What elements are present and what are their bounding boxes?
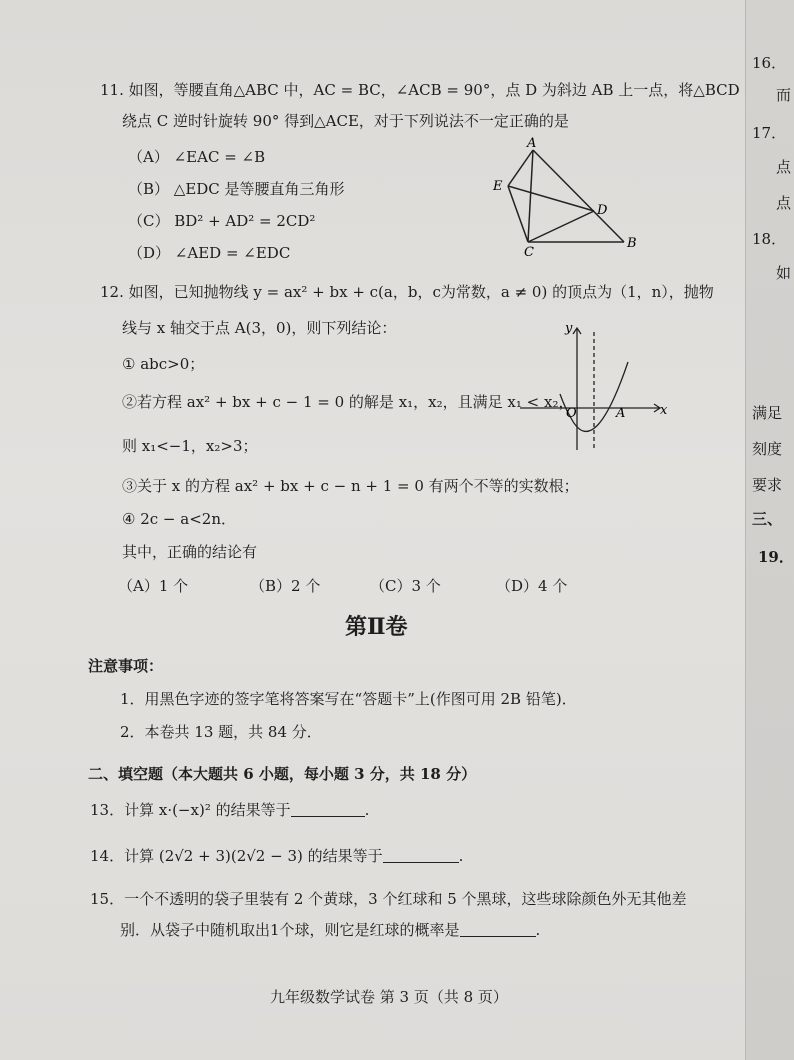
q12-option-d: （D）4 个 [496,577,568,595]
next-q16-number: 16． [752,54,787,72]
q12-statement-4: ④ 2c − a<2n． [122,510,236,528]
q14-text: 14．计算 (2√2 + 3)(2√2 − 3) 的结果等于 [90,847,383,865]
fig-label-d: D [597,203,608,218]
q13-answer-blank[interactable] [291,802,365,817]
next-fragment-3: 点 [776,194,792,212]
fig-label-b: B [627,236,637,251]
next-fragment-2: 点 [776,158,792,176]
next-fragment-4: 如 [776,264,792,282]
fig-label-e: E [493,179,503,194]
q12-statement-3: ③关于 x 的方程 ax² + bx + c − n + 1 = 0 有两个不等的实数根； [122,477,579,495]
next-q17-number: 17． [752,124,787,142]
q12-parabola-graph [520,322,670,452]
q12-option-a: （A）1 个 [118,577,189,595]
q12-stem-line2: 线与 x 轴交于点 A(3，0)，则下列结论： [122,319,397,337]
q14-line [90,846,463,866]
q12-statement-2b: 则 x₁<−1，x₂>3； [122,437,258,455]
q11-option-a: （A） ∠EAC = ∠B [128,148,266,166]
q12-statement-2a: ②若方程 ax² + bx + c − 1 = 0 的解是 x₁，x₂，且满足 x₁ < x₂， [122,393,574,411]
graph-label-y: y [565,321,573,336]
q15-line1: 15．一个不透明的袋子里装有 2 个黄球，3 个红球和 5 个黑球，这些球除颜色外无其他差 [90,890,687,908]
notice-item-1: 1．用黑色字迹的签字笔将答案写在“答题卡”上(作图可用 2B 铅笔)． [120,690,577,708]
q12-option-b: （B）2 个 [250,577,321,595]
graph-label-origin: O [566,406,577,421]
notice-item-2: 2．本卷共 13 题，共 84 分． [120,723,322,741]
fill-in-header: 二、填空题（本大题共 6 小题，每小题 3 分，共 18 分） [88,765,477,783]
q11-option-b: （B） △EDC 是等腰直角三角形 [128,180,345,198]
q12-option-c: （C）3 个 [370,577,441,595]
q14-answer-blank[interactable] [383,848,459,863]
next-q19-number: 19． [758,548,794,566]
next-fragment-8: 三、 [752,510,783,528]
next-q18-number: 18． [752,230,787,248]
q12-stem-line1: 12. 如图，已知抛物线 y = ax² + bx + c(a，b，c为常数，a ≠ 0) 的顶点为（1，n），抛物 [100,283,714,301]
q15-line2 [120,920,540,940]
part2-title: 第Ⅱ卷 [345,614,408,640]
next-fragment-1: 而 [776,86,792,104]
adjacent-page-edge [745,0,794,1060]
notice-title: 注意事项： [88,657,164,675]
q15-answer-blank[interactable] [460,922,536,937]
q11-stem-line1: 11. 如图，等腰直角△ABC 中，AC = BC，∠ACB = 90°，点 D 为斜边 AB 上一点，将△BCD [100,81,740,99]
q12-statement-1: ① abc>0； [122,355,205,373]
q13-line [90,800,369,820]
next-fragment-7: 要求 [752,476,783,494]
q13-period: . [364,801,370,819]
q12-question: 其中，正确的结论有 [122,543,258,561]
q11-option-d: （D） ∠AED = ∠EDC [128,244,291,262]
q13-text: 13．计算 x·(−x)² 的结果等于 [90,801,291,819]
graph-label-a: A [616,406,626,421]
fig-label-a: A [527,136,537,151]
fig-label-c: C [524,245,534,260]
q15-text: 别．从袋子中随机取出1个球，则它是红球的概率是 [120,921,460,939]
graph-label-x: x [660,403,668,418]
next-fragment-6: 刻度 [752,440,783,458]
q15-period: . [535,921,541,939]
q11-option-c: （C） BD² + AD² = 2CD² [128,212,316,230]
q11-stem-line2: 绕点 C 逆时针旋转 90° 得到△ACE，对于下列说法不一定正确的是 [122,112,569,130]
page-footer: 九年级数学试卷 第 3 页（共 8 页） [270,988,508,1006]
q14-period: . [458,847,464,865]
q11-triangle-figure [488,136,648,260]
next-fragment-5: 满足 [752,404,783,422]
